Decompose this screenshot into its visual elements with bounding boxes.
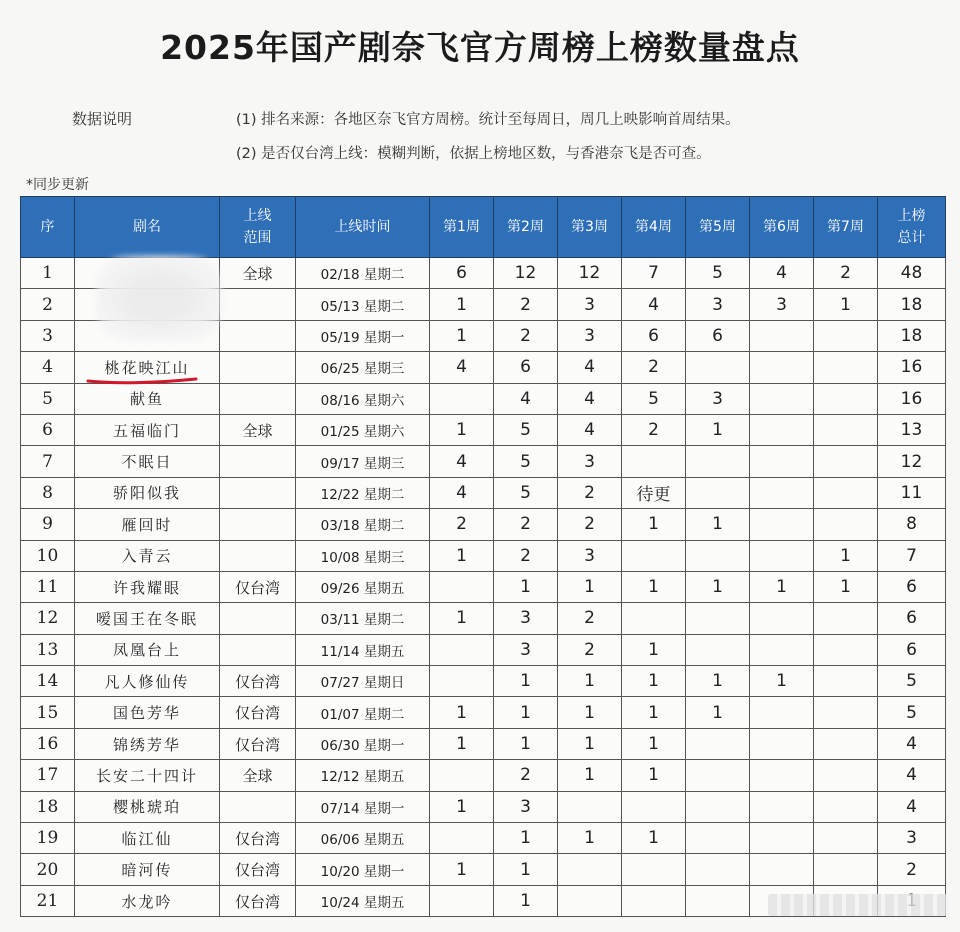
sync-note: *同步更新 [26,177,89,193]
cell-week-6 [750,477,814,508]
table-row [21,540,946,571]
cell-week-4 [622,791,686,822]
cell-rank: 7 [21,446,75,477]
notes-label: 数据说明 [72,110,133,128]
cell-week-3: 3 [558,320,622,351]
cell-week-3: 1 [558,760,622,791]
note-line-2: (2) 是否仅台湾上线：模糊判断，依据上榜地区数，与香港奈飞是否可查。 [236,146,711,162]
cell-week-5 [686,791,750,822]
table-row [21,666,946,697]
cell-week-5 [686,634,750,665]
cell-week-5: 5 [686,258,750,289]
cell-week-4 [622,885,686,916]
cell-week-6 [750,383,814,414]
cell-name: 雁回时 [75,509,220,540]
cell-week-6 [750,634,814,665]
cell-week-5: 6 [686,320,750,351]
cell-rank: 17 [21,760,75,791]
cell-total: 7 [878,540,946,571]
cell-week-3: 3 [558,540,622,571]
cell-week-3: 1 [558,823,622,854]
cell-name: 许我耀眼 [75,571,220,602]
cell-rank: 13 [21,634,75,665]
cell-week-2: 1 [494,666,558,697]
table-row [21,603,946,634]
table-row [21,477,946,508]
cell-week-6 [750,540,814,571]
table-row [21,760,946,791]
cell-scope [220,383,296,414]
cell-week-3: 1 [558,666,622,697]
cell-total: 6 [878,634,946,665]
cell-week-3: 3 [558,289,622,320]
cell-week-5 [686,477,750,508]
header-total-line2: 总计 [897,230,926,246]
cell-rank: 14 [21,666,75,697]
cell-date: 09/26 星期五 [296,571,430,602]
cell-week-7 [814,509,878,540]
cell-rank: 3 [21,320,75,351]
cell-scope: 全球 [220,258,296,289]
cell-scope [220,320,296,351]
cell-scope [220,477,296,508]
cell-week-4: 6 [622,320,686,351]
cell-week-6 [750,854,814,885]
cell-week-4: 2 [622,352,686,383]
cell-total: 8 [878,509,946,540]
cell-week-6 [750,823,814,854]
cell-rank: 1 [21,258,75,289]
cell-week-5: 1 [686,509,750,540]
cell-scope [220,509,296,540]
table-header-row [21,197,946,258]
cell-week-1: 1 [430,728,494,759]
cell-rank: 5 [21,383,75,414]
cell-week-6 [750,603,814,634]
cell-scope [220,540,296,571]
cell-week-5: 3 [686,289,750,320]
cell-week-4: 4 [622,289,686,320]
cell-scope: 仅台湾 [220,823,296,854]
cell-week-5: 1 [686,697,750,728]
cell-scope: 仅台湾 [220,666,296,697]
cell-total: 6 [878,603,946,634]
header-week-6: 第6周 [750,197,814,258]
cell-scope: 仅台湾 [220,854,296,885]
cell-week-6 [750,697,814,728]
cell-week-6 [750,509,814,540]
cell-week-2: 2 [494,540,558,571]
cell-week-1 [430,760,494,791]
cell-total: 4 [878,728,946,759]
cell-week-7 [814,728,878,759]
cell-date: 10/24 星期五 [296,885,430,916]
cell-week-1 [430,383,494,414]
cell-week-4: 1 [622,728,686,759]
cell-week-2: 2 [494,289,558,320]
cell-date: 12/22 星期二 [296,477,430,508]
cell-name: 长安二十四计 [75,760,220,791]
cell-rank: 21 [21,885,75,916]
cell-week-1 [430,634,494,665]
cell-scope: 仅台湾 [220,728,296,759]
cell-week-1: 4 [430,477,494,508]
cell-week-2: 3 [494,791,558,822]
cell-total: 48 [878,258,946,289]
cell-week-6 [750,760,814,791]
cell-week-3: 1 [558,728,622,759]
cell-total: 2 [878,854,946,885]
cell-week-1: 1 [430,414,494,445]
cell-week-1 [430,823,494,854]
cell-date: 01/07 星期二 [296,697,430,728]
cell-scope: 全球 [220,414,296,445]
cell-week-7 [814,414,878,445]
cell-week-3: 4 [558,383,622,414]
cell-date: 07/27 星期日 [296,666,430,697]
cell-week-5 [686,854,750,885]
cell-week-2: 2 [494,760,558,791]
cell-week-6 [750,352,814,383]
cell-week-4: 1 [622,823,686,854]
cell-scope [220,791,296,822]
cell-rank: 12 [21,603,75,634]
cell-total: 18 [878,289,946,320]
cell-total: 5 [878,697,946,728]
cell-week-4: 7 [622,258,686,289]
cell-name: 嗳国王在冬眠 [75,603,220,634]
cell-week-6 [750,728,814,759]
cell-week-3: 1 [558,571,622,602]
cell-week-4 [622,540,686,571]
cell-week-1: 1 [430,540,494,571]
cell-week-5 [686,728,750,759]
header-scope-line2: 范围 [243,230,272,246]
cell-week-4 [622,603,686,634]
cell-week-4 [622,446,686,477]
cell-week-6 [750,320,814,351]
cell-date: 10/08 星期三 [296,540,430,571]
table-row [21,854,946,885]
cell-total: 12 [878,446,946,477]
cell-rank: 2 [21,289,75,320]
cell-week-1: 4 [430,352,494,383]
cell-week-7 [814,383,878,414]
note-line-1: (1) 排名来源：各地区奈飞官方周榜。统计至每周日，周几上映影响首周结果。 [236,112,740,128]
cell-name: 五福临门 [75,414,220,445]
cell-name: 凤凰台上 [75,634,220,665]
cell-rank: 9 [21,509,75,540]
cell-week-7: 1 [814,289,878,320]
cell-name: 桃花映江山 [75,352,220,383]
cell-scope [220,634,296,665]
red-underline-mark [86,376,198,386]
cell-week-3 [558,885,622,916]
header-week-3: 第3周 [558,197,622,258]
cell-name: 樱桃琥珀 [75,791,220,822]
cell-week-4 [622,854,686,885]
cell-week-4: 1 [622,634,686,665]
cell-week-6 [750,446,814,477]
cell-date: 03/18 星期二 [296,509,430,540]
cell-scope: 仅台湾 [220,885,296,916]
cell-week-3: 4 [558,414,622,445]
cell-date: 01/25 星期六 [296,414,430,445]
cell-rank: 16 [21,728,75,759]
table-row [21,791,946,822]
cell-week-3: 1 [558,697,622,728]
cell-date: 12/12 星期五 [296,760,430,791]
header-week-4: 第4周 [622,197,686,258]
cell-date: 07/14 星期一 [296,791,430,822]
cell-week-4: 5 [622,383,686,414]
cell-name: 不眠日 [75,446,220,477]
cell-name: 临江仙 [75,823,220,854]
cell-week-5: 1 [686,414,750,445]
header-rank: 序 [21,197,75,258]
cell-week-4: 2 [622,414,686,445]
cell-total: 5 [878,666,946,697]
table-row [21,509,946,540]
cell-name: 凡人修仙传 [75,666,220,697]
cell-week-7 [814,823,878,854]
table-row [21,697,946,728]
cell-scope [220,352,296,383]
cell-week-1: 1 [430,791,494,822]
cell-scope: 仅台湾 [220,571,296,602]
cell-week-6 [750,414,814,445]
cell-week-7 [814,603,878,634]
cell-week-1: 1 [430,320,494,351]
cell-date: 09/17 星期三 [296,446,430,477]
cell-total: 11 [878,477,946,508]
cell-date: 05/19 星期一 [296,320,430,351]
cell-week-4: 1 [622,571,686,602]
cell-week-2: 1 [494,854,558,885]
cell-date: 02/18 星期二 [296,258,430,289]
cell-total: 16 [878,352,946,383]
cell-week-7: 1 [814,571,878,602]
cell-week-5: 1 [686,571,750,602]
cell-scope [220,603,296,634]
cell-week-5: 1 [686,666,750,697]
cell-week-1: 6 [430,258,494,289]
cell-week-5 [686,760,750,791]
cell-week-3: 2 [558,477,622,508]
cell-rank: 10 [21,540,75,571]
cell-rank: 11 [21,571,75,602]
table-row [21,383,946,414]
redaction-blur [96,255,222,341]
cell-total: 4 [878,791,946,822]
cell-week-2: 1 [494,728,558,759]
header-date: 上线时间 [296,197,430,258]
cell-week-3: 3 [558,446,622,477]
cell-week-7 [814,477,878,508]
cell-week-3 [558,791,622,822]
cell-week-1: 1 [430,697,494,728]
cell-date: 03/11 星期二 [296,603,430,634]
cell-week-2: 2 [494,320,558,351]
cell-week-4: 1 [622,760,686,791]
header-week-1: 第1周 [430,197,494,258]
cell-week-3: 12 [558,258,622,289]
cell-week-2: 5 [494,446,558,477]
cell-rank: 6 [21,414,75,445]
table-row [21,634,946,665]
cell-week-5 [686,823,750,854]
cell-week-1 [430,885,494,916]
cell-week-2: 3 [494,634,558,665]
cell-week-2: 6 [494,352,558,383]
cell-week-3: 2 [558,603,622,634]
cell-week-2: 5 [494,477,558,508]
cell-date: 05/13 星期二 [296,289,430,320]
cell-week-5 [686,885,750,916]
cell-week-2: 1 [494,885,558,916]
header-total-line1: 上榜 [897,208,926,224]
cell-week-2: 3 [494,603,558,634]
cell-scope: 仅台湾 [220,697,296,728]
cell-week-1: 1 [430,289,494,320]
header-week-7: 第7周 [814,197,878,258]
cell-week-3: 2 [558,509,622,540]
cell-week-7 [814,666,878,697]
cell-week-6: 1 [750,571,814,602]
cell-week-3 [558,854,622,885]
cell-week-5: 3 [686,383,750,414]
cell-week-7 [814,791,878,822]
cell-week-6 [750,791,814,822]
cell-week-7 [814,352,878,383]
header-scope-line1: 上线 [243,208,272,224]
cell-name: 献鱼 [75,383,220,414]
cell-week-2: 1 [494,823,558,854]
cell-date: 06/06 星期五 [296,823,430,854]
header-week-5: 第5周 [686,197,750,258]
cell-rank: 19 [21,823,75,854]
cell-date: 11/14 星期五 [296,634,430,665]
cell-name: 骄阳似我 [75,477,220,508]
cell-total: 16 [878,383,946,414]
cell-week-3: 4 [558,352,622,383]
cell-week-2: 2 [494,509,558,540]
cell-week-7 [814,760,878,791]
cell-total: 3 [878,823,946,854]
cell-date: 08/16 星期六 [296,383,430,414]
cell-name: 锦绣芳华 [75,728,220,759]
cell-week-2: 5 [494,414,558,445]
cell-rank: 8 [21,477,75,508]
table-row [21,728,946,759]
cell-week-4: 1 [622,697,686,728]
cell-week-4: 1 [622,509,686,540]
cell-week-1 [430,571,494,602]
cell-total: 13 [878,414,946,445]
cell-week-1: 2 [430,509,494,540]
cell-week-7: 2 [814,258,878,289]
watermark [768,894,948,916]
cell-week-4: 待更 [622,477,686,508]
cell-rank: 4 [21,352,75,383]
cell-week-7 [814,446,878,477]
cell-total: 18 [878,320,946,351]
page-title: 2025年国产剧奈飞官方周榜上榜数量盘点 [160,28,800,67]
cell-scope [220,289,296,320]
cell-week-2: 1 [494,571,558,602]
cell-week-1: 4 [430,446,494,477]
cell-date: 10/20 星期一 [296,854,430,885]
cell-date: 06/30 星期一 [296,728,430,759]
cell-name: 水龙吟 [75,885,220,916]
cell-week-7 [814,320,878,351]
table-row [21,823,946,854]
cell-name: 入青云 [75,540,220,571]
cell-total: 4 [878,760,946,791]
cell-rank: 18 [21,791,75,822]
cell-scope: 全球 [220,760,296,791]
cell-scope [220,446,296,477]
table-row [21,571,946,602]
cell-week-2: 1 [494,697,558,728]
cell-week-6: 3 [750,289,814,320]
cell-name: 国色芳华 [75,697,220,728]
cell-week-6: 4 [750,258,814,289]
cell-week-1: 1 [430,603,494,634]
cell-rank: 15 [21,697,75,728]
cell-week-3: 2 [558,634,622,665]
cell-date: 06/25 星期三 [296,352,430,383]
header-total [878,197,946,258]
cell-total: 6 [878,571,946,602]
cell-week-2: 4 [494,383,558,414]
cell-week-5 [686,603,750,634]
cell-rank: 20 [21,854,75,885]
table-row [21,446,946,477]
cell-week-7 [814,697,878,728]
cell-week-2: 12 [494,258,558,289]
cell-week-5 [686,352,750,383]
table-body [21,258,946,917]
cell-week-5 [686,446,750,477]
table-row [21,414,946,445]
header-scope [220,197,296,258]
cell-week-7 [814,634,878,665]
cell-name: 暗河传 [75,854,220,885]
header-week-2: 第2周 [494,197,558,258]
header-name: 剧名 [75,197,220,258]
cell-week-7 [814,854,878,885]
cell-week-1: 1 [430,854,494,885]
cell-week-4: 1 [622,666,686,697]
cell-week-5 [686,540,750,571]
cell-week-7: 1 [814,540,878,571]
cell-week-1 [430,666,494,697]
cell-week-6: 1 [750,666,814,697]
